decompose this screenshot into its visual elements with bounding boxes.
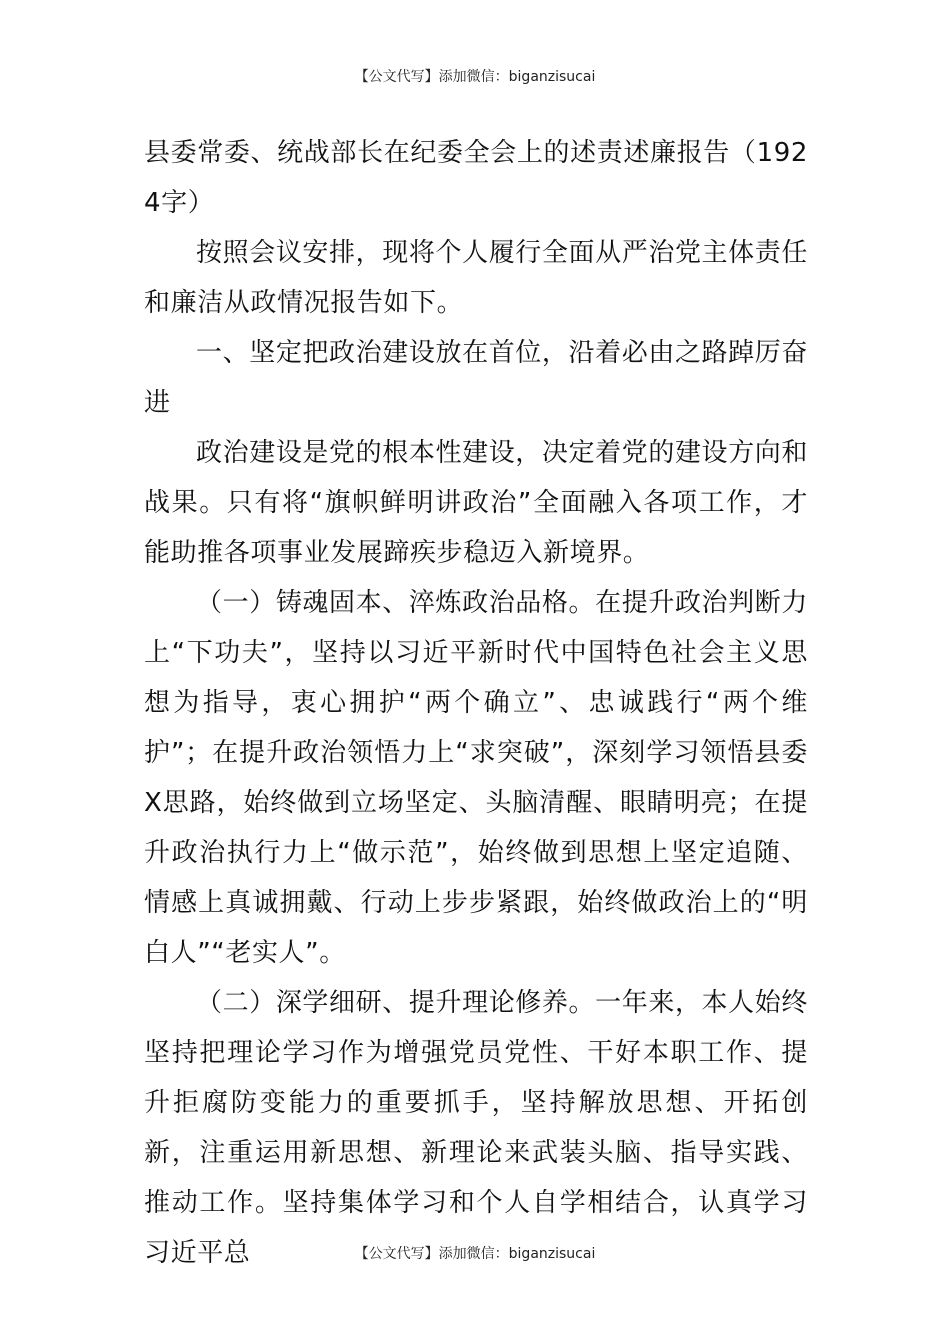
- paragraph-intro: 按照会议安排，现将个人履行全面从严治党主体责任和廉洁从政情况报告如下。: [144, 238, 808, 318]
- paragraph-political-building: 政治建设是党的根本性建设，决定着党的建设方向和战果。只有将“旗帜鲜明讲政治”全面融入各项工作，才能助推各项事业发展蹄疾步稳迈入新境界。: [144, 438, 808, 568]
- paragraph-item-1: （一）铸魂固本、淬炼政治品格。在提升政治判断力上“下功夫”，坚持以习近平新时代中国特色社会主义思想为指导，衷心拥护“两个确立”、忠诚践行“两个维护”；在提升政治领悟力上“求突破”，深刻学习领悟县委X思路，始终做到立场坚定、头脑清醒、眼睛明亮；在提升政治执行力上“做示范”，始终做到思想上坚定追随、情感上真诚拥戴、行动上步步紧跟，始终做政治上的“明白人”“老实人”。: [144, 588, 808, 968]
- document-title: 县委常委、统战部长在纪委全会上的述责述廉报告（1924字）: [144, 138, 808, 218]
- paragraph-item-2: （二）深学细研、提升理论修养。一年来，本人始终坚持把理论学习作为增强党员党性、干好本职工作、提升拒腐防变能力的重要抓手，坚持解放思想、开拓创新，注重运用新思想、新理论来武装头脑、指导实践、推动工作。坚持集体学习和个人自学相结合，认真学习习近平总: [144, 988, 808, 1268]
- page-header-watermark: 【公文代写】添加微信：biganzisucai: [354, 69, 596, 85]
- section-heading-1: 一、坚定把政治建设放在首位，沿着必由之路踔厉奋进: [144, 338, 808, 418]
- page-footer-watermark: 【公文代写】添加微信：biganzisucai: [354, 1246, 596, 1262]
- document-body: [144, 128, 808, 1278]
